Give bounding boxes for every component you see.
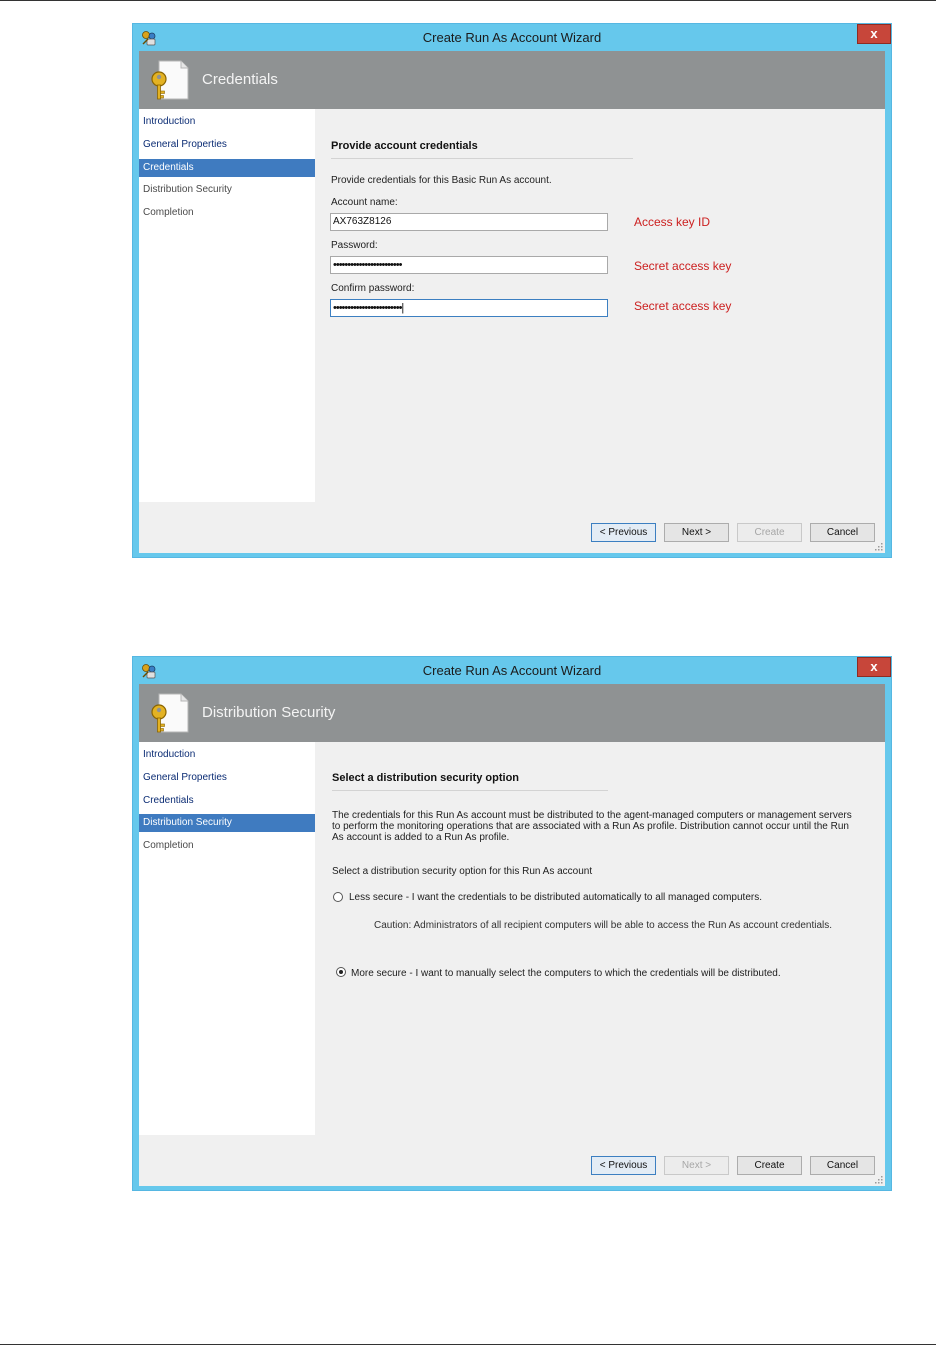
section-title: Provide account credentials bbox=[331, 140, 478, 152]
close-button[interactable] bbox=[857, 657, 891, 677]
wizard-footer bbox=[139, 1135, 885, 1186]
wizard-step-nav bbox=[139, 742, 315, 1135]
wizard-content bbox=[315, 742, 885, 1135]
page-banner-title: Distribution Security bbox=[202, 704, 336, 721]
less-secure-label[interactable]: Less secure - I want the credentials to be distributed automatically to all managed computers. bbox=[349, 892, 762, 903]
description-line-3: As account is added to a Run As profile. bbox=[332, 832, 510, 843]
wizard-window-distribution-security bbox=[132, 656, 892, 1191]
create-button[interactable]: Create bbox=[737, 523, 802, 542]
nav-step-completion[interactable]: Completion bbox=[143, 207, 194, 218]
page-banner bbox=[139, 51, 885, 109]
previous-button[interactable]: < Previous bbox=[591, 1156, 656, 1175]
nav-step-introduction[interactable]: Introduction bbox=[143, 749, 196, 760]
wizard-window-credentials bbox=[132, 23, 892, 558]
wizard-content bbox=[315, 109, 885, 502]
title-bar[interactable] bbox=[133, 657, 891, 684]
wizard-client-area bbox=[139, 51, 885, 553]
account-name-label: Account name: bbox=[331, 197, 398, 208]
cancel-button[interactable]: Cancel bbox=[810, 1156, 875, 1175]
confirm-password-input[interactable]: ••••••••••••••••••••••••| bbox=[330, 299, 608, 317]
section-title: Select a distribution security option bbox=[332, 772, 520, 784]
nav-step-completion[interactable]: Completion bbox=[143, 840, 194, 851]
more-secure-label[interactable]: More secure - I want to manually select the computers to which the credentials will be distributed. bbox=[351, 968, 781, 979]
wizard-step-nav bbox=[139, 109, 315, 502]
nav-step-introduction[interactable]: Introduction bbox=[143, 116, 196, 127]
title-bar[interactable] bbox=[133, 24, 891, 51]
next-button[interactable]: Next > bbox=[664, 523, 729, 542]
section-divider bbox=[331, 158, 633, 159]
caution-text: Caution: Administrators of all recipient computers will be able to access the Run As account credentials. bbox=[374, 920, 833, 931]
next-button[interactable]: Next > bbox=[664, 1156, 729, 1175]
password-input[interactable]: •••••••••••••••••••••••• bbox=[330, 256, 608, 274]
nav-step-credentials[interactable]: Credentials bbox=[139, 159, 315, 177]
window-title: Create Run As Account Wizard bbox=[422, 30, 602, 45]
more-secure-radio[interactable] bbox=[336, 967, 346, 977]
close-button[interactable] bbox=[857, 24, 891, 44]
confirm-password-label: Confirm password: bbox=[331, 283, 415, 294]
resize-grip-icon[interactable] bbox=[875, 543, 883, 551]
nav-step-general-properties[interactable]: General Properties bbox=[143, 772, 227, 783]
nav-step-distribution-security[interactable]: Distribution Security bbox=[143, 184, 232, 195]
resize-grip-icon[interactable] bbox=[875, 1176, 883, 1184]
create-button[interactable]: Create bbox=[737, 1156, 802, 1175]
description-line-1: The credentials for this Run As account must be distributed to the agent-managed computers or management servers bbox=[332, 810, 852, 821]
less-secure-radio[interactable] bbox=[333, 892, 343, 902]
wizard-footer bbox=[139, 502, 885, 553]
page-bottom-rule bbox=[0, 1344, 936, 1345]
page-banner-title: Credentials bbox=[202, 71, 278, 88]
nav-step-general-properties[interactable]: General Properties bbox=[143, 139, 227, 150]
cancel-button[interactable]: Cancel bbox=[810, 523, 875, 542]
annotation-secret-access-key-confirm: Secret access key bbox=[634, 299, 732, 313]
nav-step-credentials[interactable]: Credentials bbox=[143, 795, 194, 806]
previous-button[interactable]: < Previous bbox=[591, 523, 656, 542]
close-icon: x bbox=[870, 659, 878, 674]
account-name-input[interactable]: AX763Z8126 bbox=[330, 213, 608, 231]
password-label: Password: bbox=[331, 240, 378, 251]
annotation-access-key-id: Access key ID bbox=[634, 215, 711, 229]
description-line-2: to perform the monitoring operations that are associated with a Run As profile. Distribution cannot occur until the Run bbox=[332, 821, 849, 832]
window-title: Create Run As Account Wizard bbox=[422, 663, 602, 678]
section-divider bbox=[332, 790, 608, 791]
nav-step-distribution-security[interactable]: Distribution Security bbox=[139, 814, 315, 832]
intro-text: Provide credentials for this Basic Run As account. bbox=[331, 175, 552, 186]
wizard-client-area bbox=[139, 684, 885, 1186]
page-top-rule bbox=[0, 0, 936, 1]
key-document-icon bbox=[147, 57, 191, 103]
select-prompt: Select a distribution security option for this Run As account bbox=[332, 866, 593, 877]
close-icon: x bbox=[870, 26, 878, 41]
annotation-secret-access-key: Secret access key bbox=[634, 259, 732, 273]
key-document-icon bbox=[147, 690, 191, 736]
page-banner bbox=[139, 684, 885, 742]
